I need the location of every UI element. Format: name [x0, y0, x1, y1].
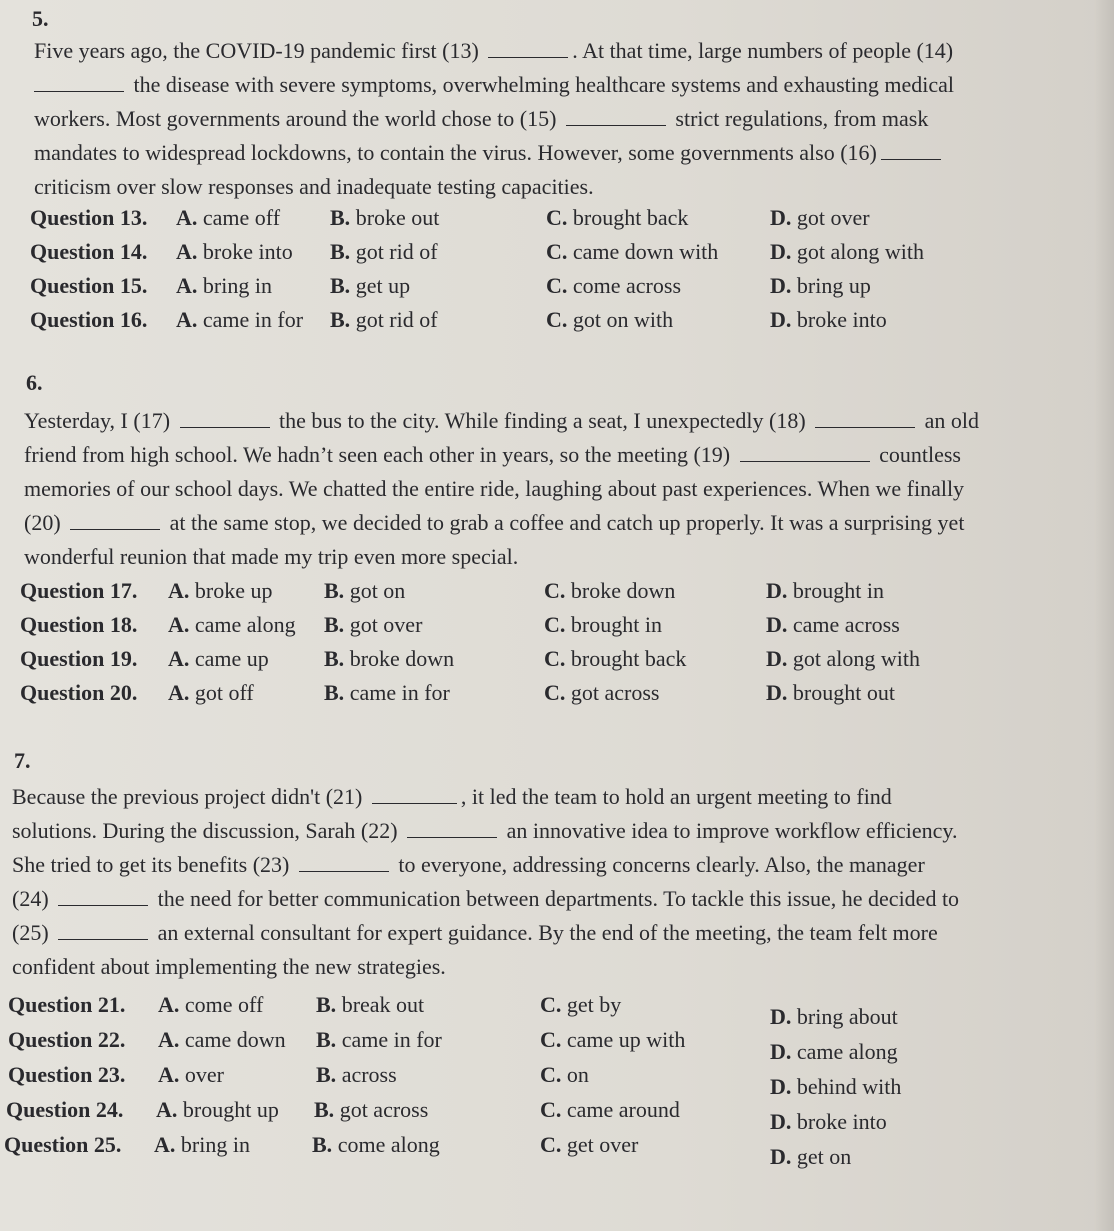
- blank-21[interactable]: [372, 802, 457, 804]
- section-5-number: 5.: [32, 6, 49, 31]
- question-15: [30, 273, 1030, 307]
- question-label: Question 18.: [20, 612, 138, 637]
- question-label: Question 13.: [30, 205, 148, 230]
- question-16: [30, 307, 1030, 341]
- option-c[interactable]: C. brought back: [546, 205, 689, 230]
- passage-line: Yesterday, I (17) the bus to the city. While finding a seat, I unexpectedly (18) an old: [24, 408, 980, 433]
- blank-16[interactable]: [881, 158, 941, 160]
- question-label: Question 16.: [30, 307, 148, 332]
- option-b[interactable]: B. broke down: [324, 646, 455, 671]
- option-b[interactable]: B. came in for: [316, 1027, 442, 1052]
- option-b[interactable]: B. got across: [314, 1097, 429, 1122]
- blank-18[interactable]: [815, 426, 915, 428]
- passage-line: memories of our school days. We chatted the entire ride, laughing about past experiences. When we finally: [24, 476, 965, 501]
- option-a[interactable]: A. broke up: [168, 578, 273, 603]
- section-7-passage: [12, 780, 1102, 984]
- option-b[interactable]: B. across: [316, 1062, 397, 1087]
- passage-line: mandates to widespread lockdowns, to contain the virus. However, some governments also (16): [34, 136, 1109, 170]
- passage-line: solutions. During the discussion, Sarah (22) an innovative idea to improve workflow efficiency.: [12, 818, 958, 843]
- option-b[interactable]: B. break out: [316, 992, 425, 1017]
- option-d[interactable]: D. behind with: [770, 1074, 902, 1099]
- option-d[interactable]: D. got along with: [766, 646, 920, 671]
- option-a[interactable]: A. bring in: [154, 1132, 250, 1157]
- option-a[interactable]: A. brought up: [156, 1097, 279, 1122]
- option-b[interactable]: B. got over: [324, 612, 423, 637]
- blank-17[interactable]: [180, 426, 270, 428]
- option-a[interactable]: A. came up: [168, 646, 269, 671]
- question-23: [8, 1062, 1068, 1099]
- passage-line: the disease with severe symptoms, overwhelming healthcare systems and exhausting medical: [34, 68, 1109, 102]
- option-d[interactable]: D. brought out: [766, 680, 895, 705]
- question-label: Question 22.: [8, 1027, 126, 1052]
- option-d[interactable]: D. brought in: [766, 578, 884, 603]
- blank-20[interactable]: [70, 528, 160, 530]
- question-label: Question 23.: [8, 1062, 126, 1087]
- option-c[interactable]: C. get over: [540, 1132, 639, 1157]
- option-c[interactable]: C. broke down: [544, 578, 676, 603]
- option-a[interactable]: A. over: [158, 1062, 224, 1087]
- passage-line: criticism over slow responses and inadequate testing capacities.: [34, 174, 594, 199]
- blank-23[interactable]: [299, 870, 389, 872]
- option-c[interactable]: C. got on with: [546, 307, 674, 332]
- option-a[interactable]: A. came along: [168, 612, 296, 637]
- option-d[interactable]: D. got over: [770, 205, 870, 230]
- option-b[interactable]: B. got rid of: [330, 307, 438, 332]
- passage-line: Because the previous project didn't (21) , it led the team to hold an urgent meeting to find: [12, 784, 892, 809]
- option-a[interactable]: A. broke into: [176, 239, 293, 264]
- passage-line: (20) at the same stop, we decided to grab a coffee and catch up properly. It was a surprising yet: [24, 510, 965, 535]
- blank-25[interactable]: [58, 938, 148, 940]
- option-c[interactable]: C. came down with: [546, 239, 719, 264]
- question-label: Question 14.: [30, 239, 148, 264]
- option-b[interactable]: B. got rid of: [330, 239, 438, 264]
- section-7-number: 7.: [14, 748, 31, 773]
- passage-line: (24) the need for better communication between departments. To tackle this issue, he decided to: [12, 886, 960, 911]
- option-a[interactable]: A. come off: [158, 992, 264, 1017]
- question-22: [8, 1027, 1068, 1064]
- question-label: Question 19.: [20, 646, 138, 671]
- question-14: [30, 239, 1030, 273]
- section-6-passage: [24, 404, 1099, 574]
- option-c[interactable]: C. come across: [546, 273, 682, 298]
- option-c[interactable]: C. brought in: [544, 612, 662, 637]
- option-b[interactable]: B. come along: [312, 1132, 440, 1157]
- blank-22[interactable]: [407, 836, 497, 838]
- option-d[interactable]: D. came across: [766, 612, 900, 637]
- question-19: [20, 646, 1020, 680]
- passage-line: (25) an external consultant for expert guidance. By the end of the meeting, the team felt more: [12, 920, 938, 945]
- option-b[interactable]: B. get up: [330, 273, 411, 298]
- blank-15[interactable]: [566, 124, 666, 126]
- question-17: [20, 578, 1020, 612]
- question-label: Question 21.: [8, 992, 126, 1017]
- option-d[interactable]: D. came along: [770, 1039, 898, 1064]
- option-a[interactable]: A. got off: [168, 680, 254, 705]
- option-c[interactable]: C. on: [540, 1062, 589, 1087]
- section-6-number: 6.: [26, 370, 43, 395]
- option-a[interactable]: A. bring in: [176, 273, 272, 298]
- option-a[interactable]: A. came off: [176, 205, 281, 230]
- page-edge-shadow: [1094, 0, 1114, 1231]
- option-d[interactable]: D. bring up: [770, 273, 871, 298]
- question-25: [4, 1132, 1064, 1169]
- question-label: Question 17.: [20, 578, 138, 603]
- option-c[interactable]: C. brought back: [544, 646, 687, 671]
- section-5-passage: [34, 34, 1109, 204]
- question-21: [8, 992, 1068, 1029]
- option-a[interactable]: A. came in for: [176, 307, 304, 332]
- blank-14[interactable]: [34, 90, 124, 92]
- blank-13[interactable]: [488, 56, 568, 58]
- option-d[interactable]: D. broke into: [770, 1109, 887, 1134]
- passage-line: Five years ago, the COVID-19 pandemic first (13) . At that time, large numbers of people (14): [34, 38, 954, 63]
- option-c[interactable]: C. get by: [540, 992, 622, 1017]
- option-d[interactable]: D. got along with: [770, 239, 924, 264]
- question-24: [6, 1097, 1066, 1134]
- option-d[interactable]: D. broke into: [770, 307, 887, 332]
- passage-line: She tried to get its benefits (23) to everyone, addressing concerns clearly. Also, the manager: [12, 852, 925, 877]
- option-a[interactable]: A. came down: [158, 1027, 286, 1052]
- option-b[interactable]: B. came in for: [324, 680, 450, 705]
- option-b[interactable]: B. broke out: [330, 205, 440, 230]
- question-label: Question 15.: [30, 273, 148, 298]
- question-18: [20, 612, 1020, 646]
- question-13: [30, 205, 1030, 239]
- question-label: Question 24.: [6, 1097, 124, 1122]
- passage-line: workers. Most governments around the world chose to (15) strict regulations, from mask: [34, 106, 929, 131]
- option-c[interactable]: C. got across: [544, 680, 660, 705]
- blank-24[interactable]: [58, 904, 148, 906]
- option-c[interactable]: C. came up with: [540, 1027, 686, 1052]
- question-label: Question 20.: [20, 680, 138, 705]
- passage-line: confident about implementing the new strategies.: [12, 954, 446, 979]
- passage-line: friend from high school. We hadn’t seen each other in years, so the meeting (19) countless: [24, 442, 961, 467]
- blank-19[interactable]: [740, 460, 870, 462]
- option-c[interactable]: C. came around: [540, 1097, 680, 1122]
- passage-line: wonderful reunion that made my trip even more special.: [24, 544, 519, 569]
- question-20: [20, 680, 1020, 714]
- option-b[interactable]: B. got on: [324, 578, 406, 603]
- option-d[interactable]: D. bring about: [770, 1004, 898, 1029]
- question-label: Question 25.: [4, 1132, 122, 1157]
- option-d[interactable]: D. get on: [770, 1144, 852, 1169]
